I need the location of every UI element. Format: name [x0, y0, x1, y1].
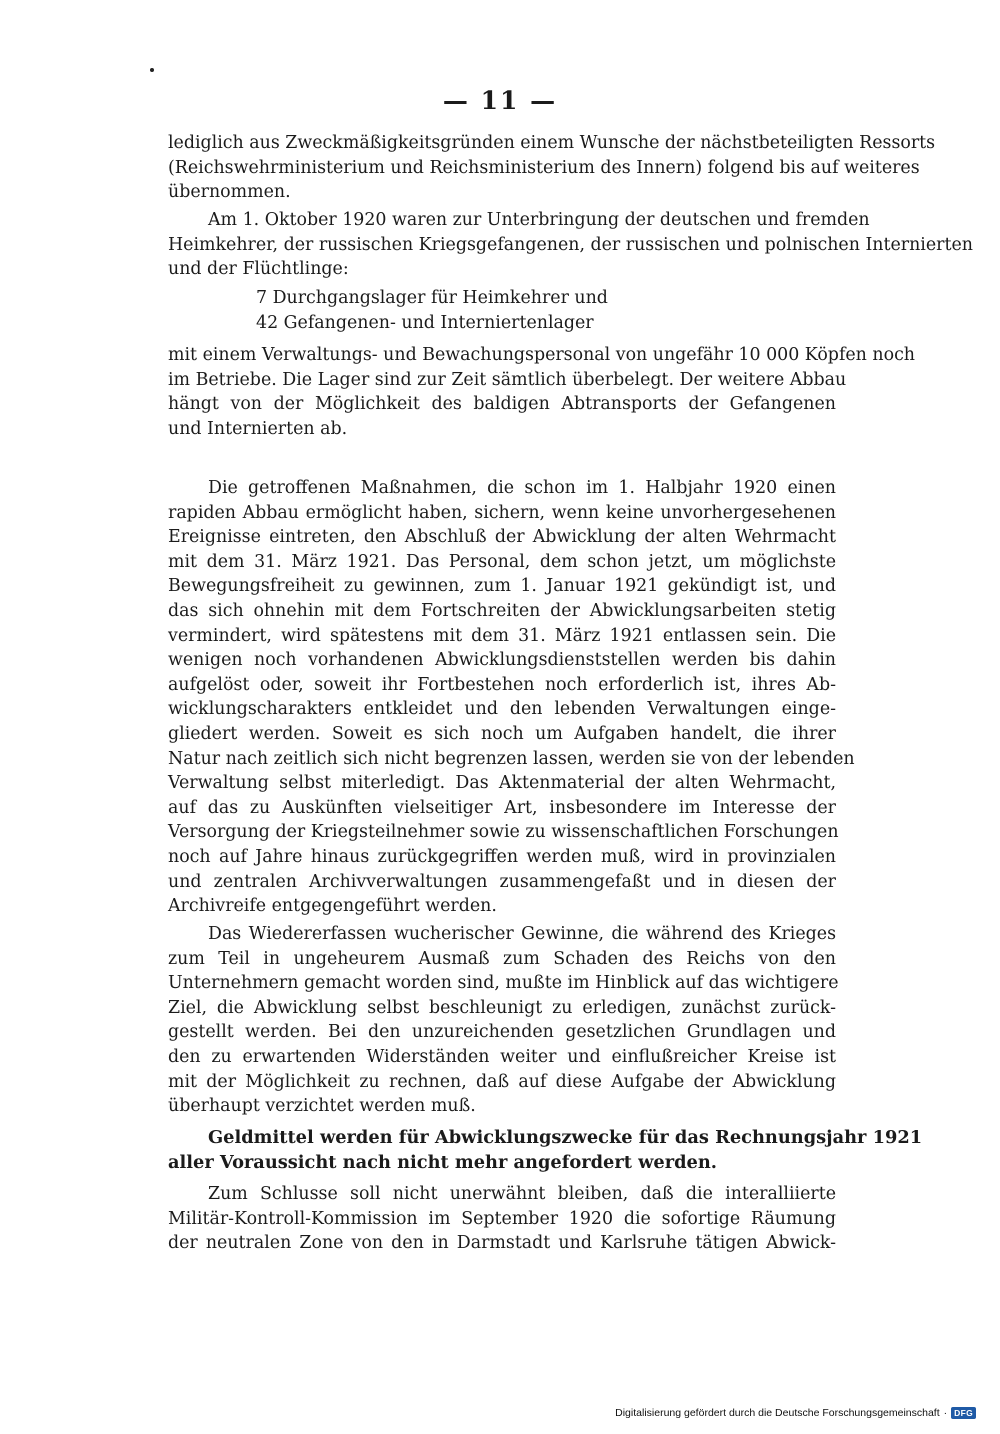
- text-line: Am 1. Oktober 1920 waren zur Unterbringung der deutschen und fremden: [208, 210, 870, 230]
- text-line: gestellt werden. Bei den unzureichenden gesetzlichen Grundlagen und: [168, 1022, 836, 1043]
- text-line: das sich ohnehin mit dem Fortschreiten der Abwicklungsarbeiten stetig: [168, 600, 836, 621]
- text-line: noch auf Jahre hinaus zurückgegriffen werden muß, wird in provinzialen: [168, 846, 836, 867]
- text-line: der neutralen Zone von den in Darmstadt und Karlsruhe tätigen Abwick-: [168, 1233, 836, 1254]
- text-line: und zentralen Archivverwaltungen zusammengefaßt und in diesen der: [168, 871, 836, 892]
- text-line: lediglich aus Zweckmäßigkeitsgründen einem Wunsche der nächstbeteiligten Ressorts: [168, 133, 936, 153]
- dfg-logo-icon: DFG: [951, 1407, 976, 1419]
- text-line: und der Flüchtlinge:: [168, 259, 349, 280]
- text-line: gliedert werden. Soweit es sich noch um Aufgaben handelt, die ihrer: [168, 723, 836, 744]
- text-line: Archivreife entgegengeführt werden.: [168, 896, 497, 917]
- speck-mark: [150, 68, 154, 72]
- text-line: (Reichswehrministerium und Reichsministerium des Innern) folgend bis auf weiteres: [168, 157, 920, 178]
- text-line: Ziel, die Abwicklung selbst beschleunigt zu erledigen, zunächst zurück-: [168, 997, 836, 1018]
- text-line: Geldmittel werden für Abwicklungszwecke für das Rechnungsjahr 1921: [208, 1127, 923, 1148]
- footer-separator: ·: [943, 1407, 948, 1419]
- text-line: zum Teil in ungeheurem Ausmaß zum Schaden des Reichs von den: [168, 948, 836, 969]
- paragraph-profits: [168, 922, 839, 1119]
- text-line: überhaupt verzichtet werden muß.: [168, 1096, 476, 1117]
- text-line: vermindert, wird spätestens mit dem 31. März 1921 entlassen sein. Die: [168, 625, 836, 646]
- list-item: 42 Gefangenen- und Interniertenlager: [256, 313, 594, 333]
- text-line: Heimkehrer, der russischen Kriegsgefangenen, der russischen und polnischen Internierten: [168, 234, 973, 255]
- text-line: mit der Möglichkeit zu rechnen, daß auf diese Aufgabe der Abwicklung: [168, 1071, 836, 1092]
- paragraph-commission: [168, 1182, 836, 1256]
- text-line: Militär-Kontroll-Kommission im September 1920 die sofortige Räumung: [168, 1208, 836, 1229]
- text-line: Bewegungsfreiheit zu gewinnen, zum 1. Januar 1921 gekündigt ist, und: [168, 576, 836, 597]
- text-line: hängt von der Möglichkeit des baldigen Abtransports der Gefangenen: [168, 394, 836, 415]
- text-line: mit dem 31. März 1921. Das Personal, dem schon jetzt, um möglichste: [168, 551, 836, 572]
- paragraph-measures: [168, 476, 855, 919]
- text-line: Unternehmern gemacht worden sind, mußte im Hinblick auf das wichtigere: [168, 973, 839, 994]
- text-line: aller Voraussicht nach nicht mehr angefordert werden.: [168, 1151, 717, 1173]
- paragraph-continuation: [168, 131, 936, 205]
- text-line: den zu erwartenden Widerständen weiter und einflußreicher Kreise ist: [168, 1046, 836, 1067]
- text-line: wicklungscharakters entkleidet und den lebenden Verwaltungen einge-: [168, 699, 836, 720]
- text-line: übernommen.: [168, 182, 291, 203]
- footer-text: Digitalisierung gefördert durch die Deutsche Forschungsgemeinschaft: [615, 1407, 940, 1419]
- page-number: — 11 —: [442, 86, 558, 115]
- paragraph-personnel: [168, 343, 916, 441]
- camp-list: [168, 286, 836, 336]
- text-line: und Internierten ab.: [168, 418, 348, 439]
- text-line: mit einem Verwaltungs- und Bewachungspersonal von ungefähr 10 000 Köpfen noch: [168, 345, 916, 365]
- text-line: Die getroffenen Maßnahmen, die schon im 1. Halbjahr 1920 einen: [208, 478, 836, 498]
- text-line: Das Wiedererfassen wucherischer Gewinne, die während des Krieges: [208, 924, 836, 944]
- digitization-footer: [615, 1407, 976, 1419]
- text-line: Natur nach zeitlich sich nicht begrenzen lassen, werden sie von der lebenden: [168, 748, 855, 769]
- text-line: rapiden Abbau ermöglicht haben, sichern, wenn keine unvorhergesehenen: [168, 502, 836, 523]
- text-line: aufgelöst oder, soweit ihr Fortbestehen noch erforderlich ist, ihres Ab-: [168, 674, 836, 695]
- text-line: Verwaltung selbst miterledigt. Das Aktenmaterial der alten Wehrmacht,: [168, 773, 836, 794]
- text-line: wenigen noch vorhandenen Abwicklungsdienststellen werden bis dahin: [168, 650, 836, 671]
- list-item: 7 Durchgangslager für Heimkehrer und: [256, 288, 608, 308]
- text-line: im Betriebe. Die Lager sind zur Zeit sämtlich überbelegt. Der weitere Abbau: [168, 369, 847, 390]
- paragraph-camps: [168, 208, 973, 282]
- text-line: Versorgung der Kriegsteilnehmer sowie zu wissenschaftlichen Forschungen: [168, 822, 839, 843]
- bold-statement: [168, 1126, 923, 1175]
- text-line: Zum Schlusse soll nicht unerwähnt bleiben, daß die interalliierte: [208, 1184, 836, 1204]
- text-line: Ereignisse eintreten, den Abschluß der Abwicklung der alten Wehrmacht: [168, 527, 836, 548]
- text-line: auf das zu Auskünften vielseitiger Art, insbesondere im Interesse der: [168, 797, 836, 818]
